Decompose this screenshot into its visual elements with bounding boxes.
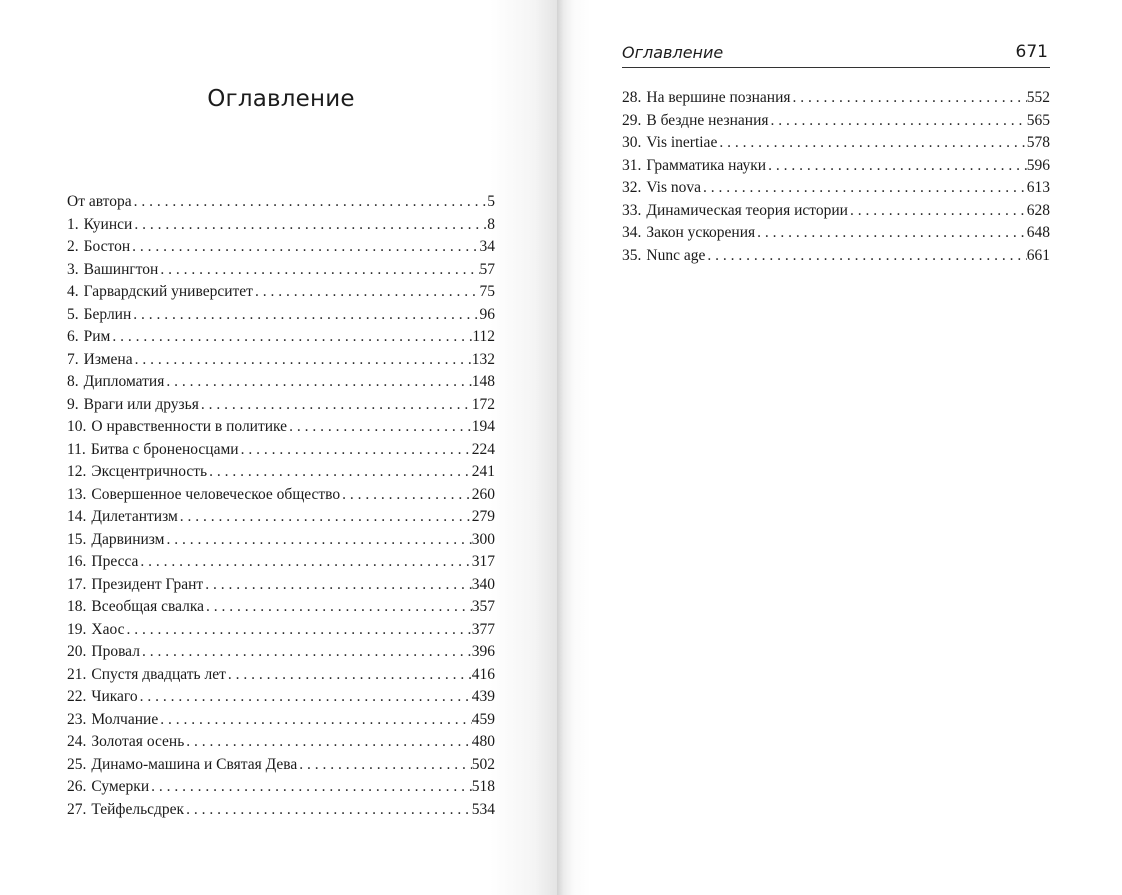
dot-leader — [184, 799, 472, 822]
page-reference: 416 — [471, 665, 495, 683]
dot-leader — [164, 371, 471, 394]
chapter-number: 21. — [67, 665, 87, 683]
dot-leader — [791, 87, 1027, 110]
chapter-number: 17. — [67, 575, 87, 593]
page-reference: 96 — [479, 305, 495, 323]
dot-leader — [226, 664, 472, 687]
chapter-number: 34. — [622, 224, 642, 241]
chapter-number: 31. — [622, 156, 642, 174]
page-reference: 340 — [471, 575, 495, 593]
chapter-number: 27. — [67, 800, 87, 818]
chapter-number: 25. — [67, 755, 87, 773]
dot-leader — [848, 200, 1027, 223]
chapter-title: Всеобщая свалка — [91, 598, 205, 615]
toc-entry — [622, 110, 1050, 133]
page-reference: 5 — [487, 193, 495, 210]
chapter-number: 22. — [67, 688, 87, 705]
toc-entry — [67, 529, 495, 552]
dot-leader — [131, 304, 479, 327]
page-reference: 75 — [479, 283, 495, 300]
chapter-number: 19. — [67, 620, 87, 638]
toc-entry — [67, 619, 495, 642]
toc-entry — [67, 439, 495, 462]
page-reference: 241 — [471, 463, 495, 480]
chapter-title: Спустя двадцать лет — [91, 665, 226, 683]
page-reference: 148 — [471, 373, 495, 390]
chapter-number: 14. — [67, 508, 87, 525]
dot-leader — [705, 245, 1026, 268]
page-reference: 224 — [471, 440, 495, 458]
dot-leader — [297, 754, 472, 777]
page-reference: 578 — [1026, 134, 1050, 151]
page-reference: 565 — [1026, 111, 1050, 129]
toc-entry — [622, 245, 1050, 268]
toc-entry — [67, 349, 495, 372]
chapter-title: Куинси — [83, 215, 133, 233]
running-head — [622, 42, 1050, 68]
toc-entry — [67, 596, 495, 619]
page-reference: 300 — [471, 530, 495, 548]
page-number: 671 — [1015, 42, 1048, 62]
chapter-title: Гарвардский университет — [83, 283, 253, 300]
page-reference: 34 — [479, 238, 495, 255]
page-reference: 279 — [471, 508, 495, 525]
page-reference: 112 — [472, 328, 495, 345]
chapter-title: Вашингтон — [83, 260, 159, 278]
page-title: Оглавление — [207, 86, 355, 112]
chapter-title: Молчание — [91, 710, 159, 728]
dot-leader — [124, 619, 471, 642]
chapter-number: 2. — [67, 238, 79, 255]
dot-leader — [149, 776, 472, 799]
chapter-title: Враги или друзья — [83, 395, 199, 413]
dot-leader — [701, 177, 1027, 200]
chapter-number: 7. — [67, 350, 79, 368]
toc-entry — [67, 754, 495, 777]
chapter-number: 10. — [67, 418, 87, 435]
dot-leader — [199, 394, 472, 417]
toc-entry — [622, 200, 1050, 223]
chapter-number: 18. — [67, 598, 87, 615]
page-reference: 552 — [1026, 89, 1050, 106]
dot-leader — [158, 259, 479, 282]
chapter-number: 12. — [67, 463, 87, 480]
dot-leader — [132, 214, 487, 237]
toc-entry — [67, 281, 495, 304]
chapter-number: 16. — [67, 553, 87, 570]
page-reference: 357 — [471, 598, 495, 615]
chapter-title: Дилетантизм — [91, 508, 178, 525]
toc-entry — [622, 222, 1050, 245]
page-reference: 534 — [471, 800, 495, 818]
chapter-number: 1. — [67, 215, 79, 233]
chapter-title: В бездне незнания — [646, 111, 769, 129]
chapter-number: 24. — [67, 733, 87, 750]
toc-entry — [67, 484, 495, 507]
dot-leader — [769, 110, 1027, 133]
chapter-number: 15. — [67, 530, 87, 548]
chapter-title: Дарвинизм — [91, 530, 165, 548]
page-reference: 377 — [471, 620, 495, 638]
chapter-title: Бостон — [83, 238, 131, 255]
toc-entry — [622, 177, 1050, 200]
toc-entry — [67, 236, 495, 259]
dot-leader — [253, 281, 480, 304]
chapter-title: Чикаго — [91, 688, 138, 705]
chapter-title: О нравственности в политике — [91, 418, 288, 435]
chapter-title: Рим — [83, 328, 111, 345]
page-reference: 661 — [1026, 246, 1050, 264]
dot-leader — [138, 686, 472, 709]
toc-entry — [67, 641, 495, 664]
dot-leader — [130, 236, 479, 259]
chapter-title: Nunc age — [646, 246, 706, 264]
chapter-number: 8. — [67, 373, 79, 390]
toc-entry — [622, 132, 1050, 155]
chapter-title: От автора — [67, 193, 132, 210]
chapter-number: 33. — [622, 201, 642, 219]
chapter-title: Динамическая теория истории — [646, 201, 848, 219]
chapter-number: 9. — [67, 395, 79, 413]
toc-entry — [67, 214, 495, 237]
dot-leader — [158, 709, 472, 732]
page-reference: 396 — [471, 643, 495, 660]
toc-entry — [67, 709, 495, 732]
toc-list-right — [622, 87, 1050, 267]
page-reference: 596 — [1026, 156, 1050, 174]
chapter-number: 28. — [622, 89, 642, 106]
chapter-title: Президент Грант — [91, 575, 204, 593]
dot-leader — [110, 326, 472, 349]
dot-leader — [766, 155, 1027, 178]
dot-leader — [203, 574, 472, 597]
chapter-number: 32. — [622, 179, 642, 196]
chapter-title: Vis nova — [646, 179, 701, 196]
dot-leader — [239, 439, 472, 462]
chapter-number: 3. — [67, 260, 79, 278]
left-page — [0, 0, 557, 895]
page-reference: 459 — [471, 710, 495, 728]
toc-entry — [67, 259, 495, 282]
toc-entry — [67, 686, 495, 709]
chapter-title: Хаос — [91, 620, 125, 638]
toc-entry — [67, 326, 495, 349]
toc-entry — [67, 371, 495, 394]
chapter-number: 11. — [67, 440, 86, 458]
page-reference: 57 — [479, 260, 495, 278]
page-reference: 502 — [471, 755, 495, 773]
chapter-title: Грамматика науки — [646, 156, 767, 174]
toc-entry — [622, 155, 1050, 178]
toc-entry — [67, 461, 495, 484]
chapter-title: Vis inertiae — [646, 134, 718, 151]
chapter-number: 4. — [67, 283, 79, 300]
toc-entry — [622, 87, 1050, 110]
toc-entry — [67, 551, 495, 574]
chapter-number: 30. — [622, 134, 642, 151]
toc-entry — [67, 304, 495, 327]
page-reference: 439 — [471, 688, 495, 705]
page-reference: 260 — [471, 485, 495, 503]
toc-list-left — [67, 191, 495, 821]
chapter-number: 13. — [67, 485, 87, 503]
chapter-title: Измена — [83, 350, 133, 368]
dot-leader — [204, 596, 472, 619]
toc-entry — [67, 664, 495, 687]
chapter-title: Сумерки — [91, 778, 150, 795]
chapter-title: Динамо-машина и Святая Дева — [91, 755, 298, 773]
page-reference: 8 — [487, 215, 495, 233]
page-reference: 480 — [471, 733, 495, 750]
chapter-number: 35. — [622, 246, 642, 264]
toc-entry — [67, 799, 495, 822]
chapter-number: 20. — [67, 643, 87, 660]
page-reference: 194 — [471, 418, 495, 435]
toc-entry — [67, 191, 495, 214]
chapter-title: Золотая осень — [91, 733, 185, 750]
page-reference: 613 — [1026, 179, 1050, 196]
chapter-title: Тейфельсдрек — [91, 800, 185, 818]
toc-entry — [67, 776, 495, 799]
dot-leader — [287, 416, 472, 439]
dot-leader — [340, 484, 472, 507]
chapter-number: 23. — [67, 710, 87, 728]
chapter-title: Совершенное человеческое общество — [91, 485, 341, 503]
toc-entry — [67, 394, 495, 417]
chapter-title: Пресса — [91, 553, 139, 570]
dot-leader — [132, 191, 488, 214]
dot-leader — [207, 461, 472, 484]
chapter-number: 6. — [67, 328, 79, 345]
page-reference: 317 — [471, 553, 495, 570]
toc-entry — [67, 574, 495, 597]
toc-entry — [67, 506, 495, 529]
running-title: Оглавление — [622, 43, 724, 62]
dot-leader — [133, 349, 472, 372]
chapter-number: 5. — [67, 305, 79, 323]
chapter-number: 29. — [622, 111, 642, 129]
dot-leader — [140, 641, 472, 664]
chapter-title: Закон ускорения — [646, 224, 756, 241]
dot-leader — [717, 132, 1026, 155]
page-reference: 648 — [1026, 224, 1050, 241]
page-reference: 518 — [471, 778, 495, 795]
page-reference: 628 — [1026, 201, 1050, 219]
dot-leader — [178, 506, 472, 529]
chapter-title: На вершине познания — [646, 89, 791, 106]
dot-leader — [755, 222, 1027, 245]
page-reference: 172 — [471, 395, 495, 413]
dot-leader — [165, 529, 472, 552]
toc-entry — [67, 731, 495, 754]
chapter-title: Эксцентричность — [91, 463, 208, 480]
dot-leader — [184, 731, 471, 754]
chapter-title: Берлин — [83, 305, 132, 323]
chapter-title: Битва с броненосцами — [90, 440, 239, 458]
chapter-title: Провал — [91, 643, 140, 660]
chapter-title: Дипломатия — [83, 373, 165, 390]
dot-leader — [138, 551, 471, 574]
page-reference: 132 — [471, 350, 495, 368]
chapter-number: 26. — [67, 778, 87, 795]
toc-entry — [67, 416, 495, 439]
